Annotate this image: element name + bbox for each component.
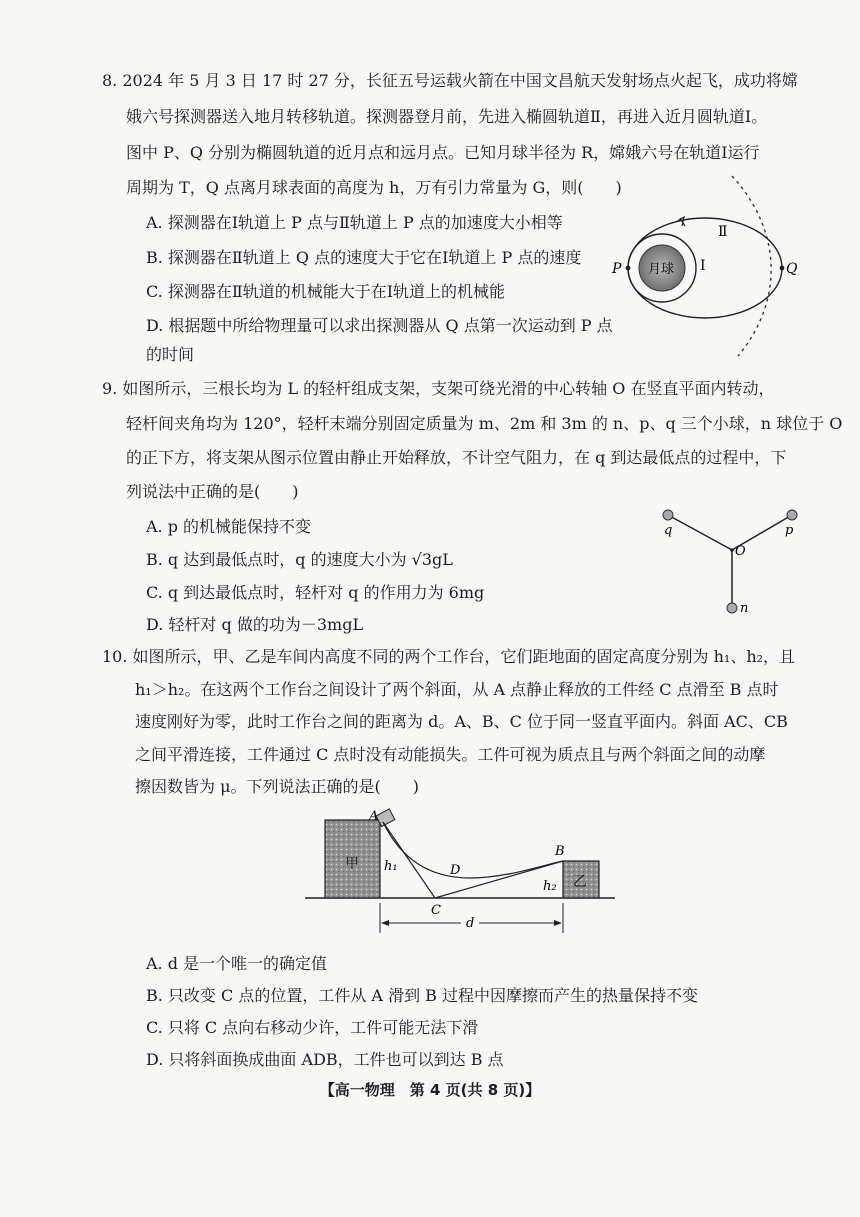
q10-option-b: B. 只改变 C 点的位置，工件从 A 滑到 B 过程中因摩擦而产生的热量保持不变 bbox=[146, 986, 699, 1005]
q8-line-2: 娥六号探测器送入地月转移轨道。探测器登月前，先进入椭圆轨道Ⅱ，再进入近月圆轨道Ⅰ。 bbox=[126, 107, 768, 126]
label-b: B bbox=[555, 844, 565, 859]
label-orbit-2: Ⅱ bbox=[718, 224, 728, 240]
label-p: P bbox=[612, 261, 622, 277]
label-n: n bbox=[740, 601, 749, 616]
q10-line-4: 之间平滑连接，工件通过 C 点时没有动能损失。工件可视为质点且与两个斜面之间的动摩 bbox=[135, 745, 766, 764]
label-q: Q bbox=[786, 261, 798, 277]
pivot-o bbox=[730, 548, 734, 552]
label-c: C bbox=[431, 903, 441, 918]
q10-line-5: 擦因数皆为 μ。下列说法正确的是( ) bbox=[135, 777, 419, 796]
incline-figure bbox=[305, 808, 615, 943]
label-d: d bbox=[466, 916, 475, 931]
rod-oq bbox=[668, 515, 732, 550]
point-p bbox=[626, 266, 631, 271]
point-q bbox=[780, 266, 785, 271]
label-orbit-1: Ⅰ bbox=[700, 258, 706, 274]
label-h1: h₁ bbox=[384, 859, 398, 874]
q9-option-d: D. 轻杆对 q 做的功为－3mgL bbox=[146, 615, 364, 634]
q9-option-c: C. q 到达最低点时，轻杆对 q 的作用力为 6mg bbox=[146, 583, 485, 602]
q8-option-c: C. 探测器在Ⅱ轨道的机械能大于在Ⅰ轨道上的机械能 bbox=[146, 282, 506, 301]
q8-line-4: 周期为 T，Q 点离月球表面的高度为 h，万有引力常量为 G，则( ) bbox=[126, 178, 622, 197]
label-jia: 甲 bbox=[345, 856, 359, 872]
label-a: A bbox=[369, 809, 379, 824]
q9-line-4: 列说法中正确的是( ) bbox=[126, 482, 299, 501]
q9-line-2: 轻杆间夹角均为 120°，轻杆末端分别固定质量为 m、2m 和 3m 的 n、p、q 三个小球，n 球位于 O bbox=[126, 414, 843, 433]
q9-line-1: 9. 如图所示，三根长均为 L 的轻杆组成支架，支架可绕光滑的中心转轴 O 在竖直平面内转动， bbox=[102, 379, 775, 398]
label-q: q bbox=[664, 523, 673, 538]
q8-option-b: B. 探测器在Ⅱ轨道上 Q 点的速度大于它在Ⅰ轨道上 P 点的速度 bbox=[146, 248, 582, 267]
q10-line-3: 速度刚好为零，此时工作台之间的距离为 d。A、B、C 位于同一竖直平面内。斜面 AC、CB bbox=[135, 712, 788, 731]
label-d-point: D bbox=[450, 863, 461, 878]
orbit-figure bbox=[610, 168, 810, 360]
label-yi: 乙 bbox=[573, 874, 587, 890]
label-p: p bbox=[785, 523, 794, 538]
label-o: O bbox=[735, 544, 746, 559]
q10-option-c: C. 只将 C 点向右移动少许，工件可能无法下滑 bbox=[146, 1018, 479, 1037]
ball-n bbox=[727, 603, 737, 613]
q8-line-1: 8. 2024 年 5 月 3 日 17 时 27 分，长征五号运载火箭在中国文昌航天发射场点火起飞，成功将嫦 bbox=[102, 71, 798, 90]
page-footer: 【高一物理 第 4 页(共 8 页)】 bbox=[319, 1081, 541, 1099]
curve-adb bbox=[383, 822, 563, 878]
arrow-right bbox=[554, 920, 562, 926]
q10-line-2: h₁＞h₂。在这两个工作台之间设计了两个斜面，从 A 点静止释放的工件经 C 点滑至 B 点时 bbox=[135, 680, 779, 699]
q8-option-d-cont: 的时间 bbox=[146, 345, 195, 364]
rod-frame-figure bbox=[655, 505, 805, 620]
label-moon: 月球 bbox=[648, 262, 675, 277]
q8-option-d: D. 根据题中所给物理量可以求出探测器从 Q 点第一次运动到 P 点 bbox=[146, 316, 613, 335]
ball-p bbox=[787, 510, 797, 520]
q8-line-3: 图中 P、Q 分别为椭圆轨道的近月点和远月点。已知月球半径为 R，嫦娥六号在轨道Ⅰ运行 bbox=[126, 143, 760, 162]
q10-option-d: D. 只将斜面换成曲面 ADB，工件也可以到达 B 点 bbox=[146, 1050, 504, 1069]
q8-option-a: A. 探测器在Ⅰ轨道上 P 点与Ⅱ轨道上 P 点的加速度大小相等 bbox=[146, 213, 563, 232]
orbit-direction-arrow bbox=[676, 217, 685, 226]
ball-q bbox=[663, 510, 673, 520]
arrow-left bbox=[381, 920, 389, 926]
distant-arc bbox=[732, 176, 771, 356]
q9-option-a: A. p 的机械能保持不变 bbox=[146, 517, 312, 536]
q9-option-b: B. q 达到最低点时，q 的速度大小为 √3gL bbox=[146, 550, 453, 569]
q10-option-a: A. d 是一个唯一的确定值 bbox=[146, 954, 328, 973]
q9-line-3: 的正下方，将支架从图示位置由静止开始释放，不计空气阻力，在 q 到达最低点的过程中，下 bbox=[126, 448, 787, 467]
q10-line-1: 10. 如图所示，甲、乙是车间内高度不同的两个工作台，它们距地面的固定高度分别为 h₁、h₂，且 bbox=[102, 647, 796, 666]
label-h2: h₂ bbox=[543, 879, 557, 894]
